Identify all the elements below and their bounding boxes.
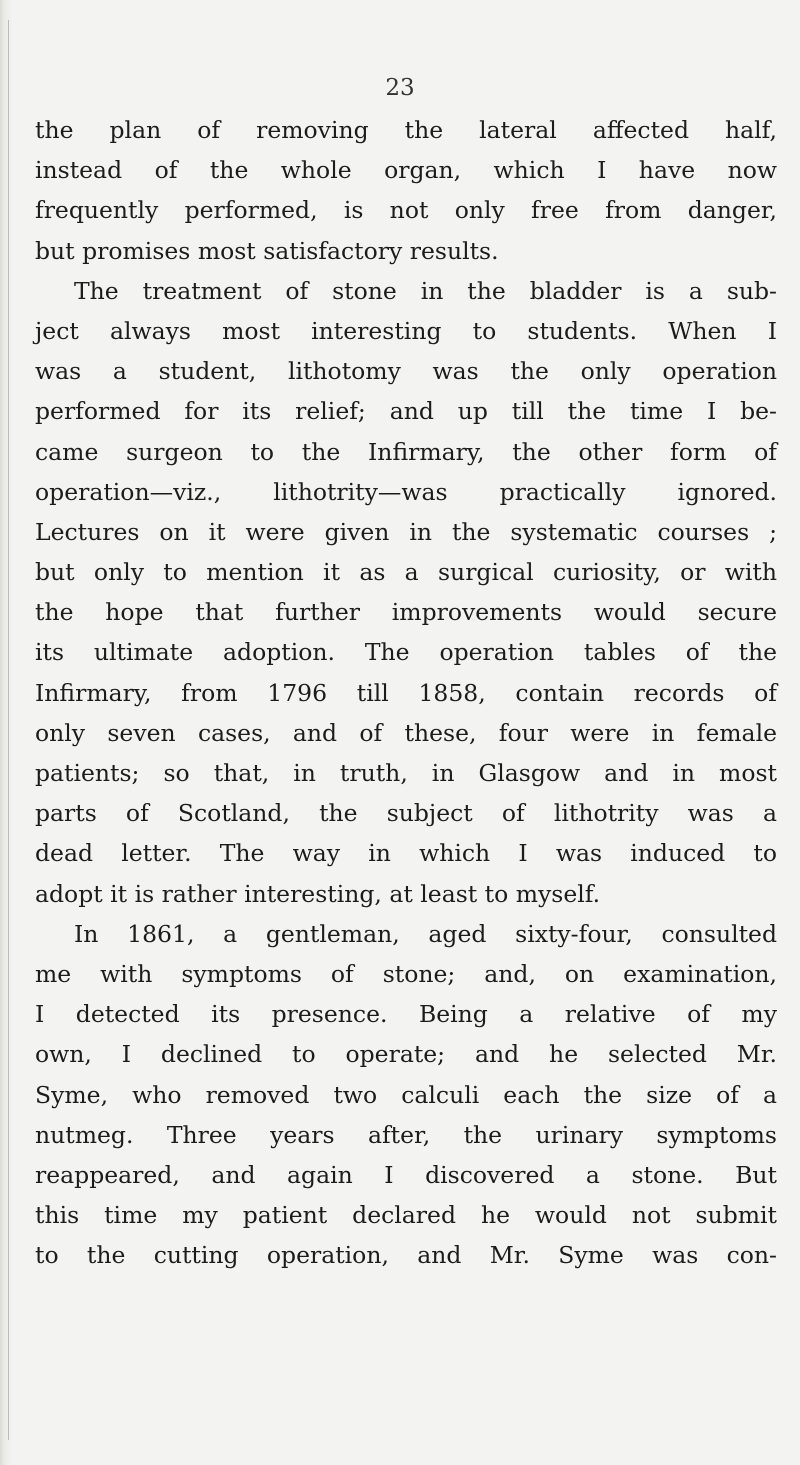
text-line: performed for its relief; and up till the time I be- [35, 397, 777, 426]
text-line: came surgeon to the Infirmary, the other form of [35, 437, 777, 466]
text-line: this time my patient declared he would not submit [35, 1201, 777, 1230]
text-line: nutmeg. Three years after, the urinary symptoms [35, 1120, 777, 1149]
page-number: 23 [385, 75, 415, 101]
page-edge-shadow [0, 0, 12, 1465]
text-line: its ultimate adoption. The operation tables of the [35, 638, 777, 667]
text-line: Infirmary, from 1796 till 1858, contain records of [35, 678, 777, 707]
body-text [35, 110, 777, 1275]
text-line: only seven cases, and of these, four were in female [35, 718, 777, 747]
text-line: but only to mention it as a surgical curiosity, or with [35, 558, 777, 587]
text-line: the hope that further improvements would secure [35, 598, 777, 627]
text-line: to the cutting operation, and Mr. Syme was con- [35, 1241, 777, 1270]
text-line: adopt it is rather interesting, at least to myself. [35, 879, 601, 908]
text-line: I detected its presence. Being a relative of my [35, 1000, 777, 1029]
text-line: frequently performed, is not only free from danger, [35, 196, 777, 225]
text-line: patients; so that, in truth, in Glasgow and in most [35, 759, 777, 787]
text-line: me with symptoms of stone; and, on examination, [35, 959, 777, 988]
text-line: Syme, who removed two calculi each the size of a [35, 1080, 777, 1109]
text-line: ject always most interesting to students. When I [35, 316, 777, 345]
binding-edge-line [8, 20, 9, 1440]
text-line: dead letter. The way in which I was induced to [35, 839, 777, 868]
text-line: own, I declined to operate; and he selected Mr. [35, 1040, 777, 1069]
text-line: In 1861, a gentleman, aged sixty-four, consulted [74, 919, 777, 948]
text-line: reappeared, and again I discovered a stone. But [35, 1160, 777, 1189]
text-line: the plan of removing the lateral affected half, [35, 116, 777, 144]
text-line: operation—viz., lithotrity—was practically ignored. [35, 477, 777, 506]
text-line: but promises most satisfactory results. [35, 236, 499, 265]
text-line: Lectures on it were given in the systematic courses ; [35, 517, 777, 546]
text-line: parts of Scotland, the subject of lithotrity was a [35, 799, 777, 828]
text-line: instead of the whole organ, which I have now [35, 156, 777, 185]
text-line: The treatment of stone in the bladder is a sub- [74, 276, 777, 305]
text-line: was a student, lithotomy was the only operation [35, 357, 777, 386]
